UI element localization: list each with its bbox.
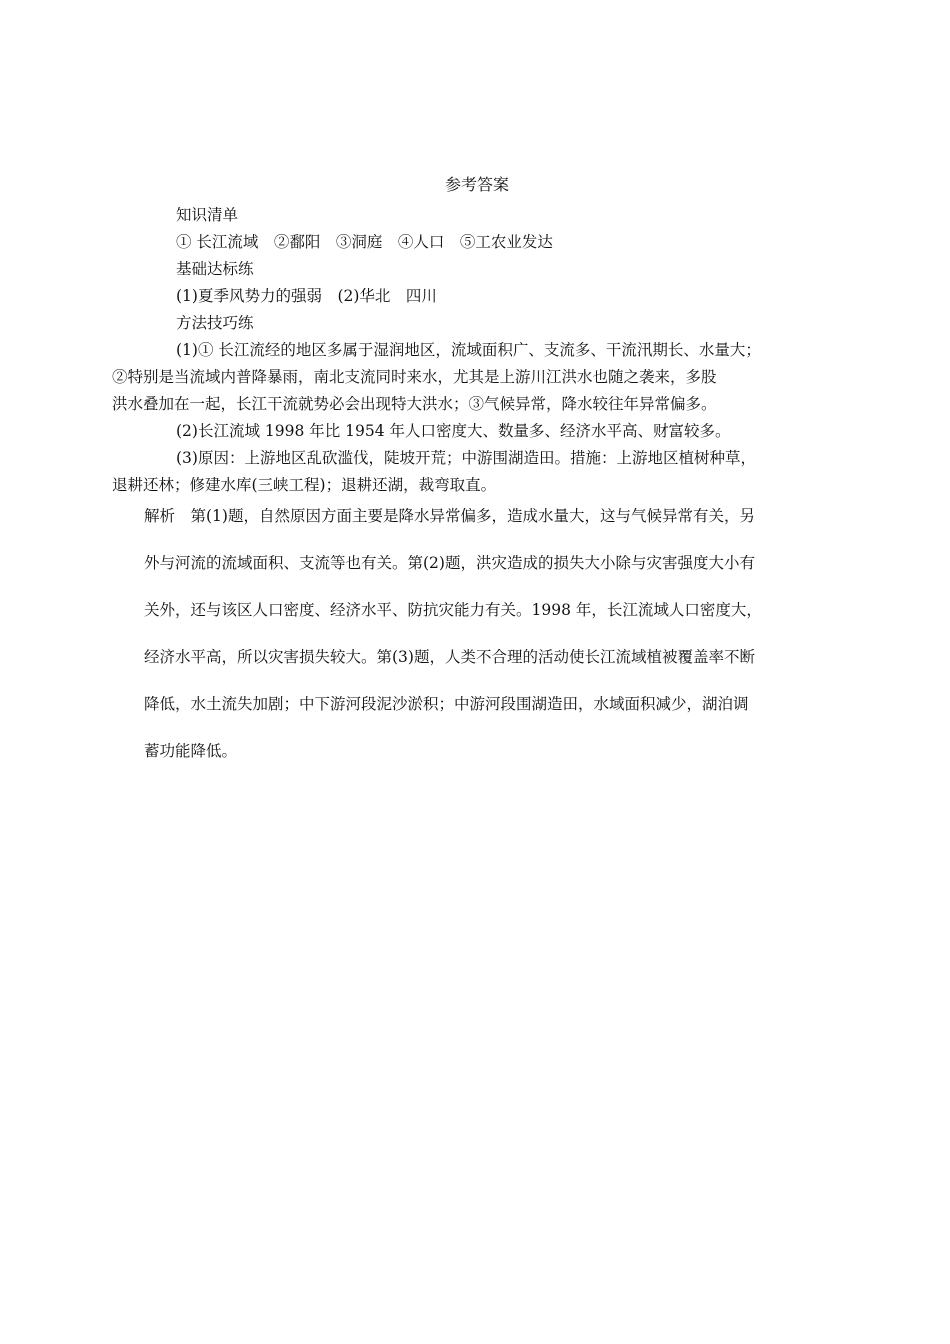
analysis-line: 解析 第(1)题，自然原因方面主要是降水异常偏多，造成水量大，这与气候异常有关，另	[144, 507, 755, 525]
method-answer-1-line: 洪水叠加在一起，长江干流就势必会出现特大洪水；③气候异常，降水较往年异常偏多。	[112, 395, 717, 413]
section-heading-knowledge: 知识清单	[176, 206, 239, 224]
analysis-line: 降低，水土流失加剧；中下游河段泥沙淤积；中游河段围湖造田，水域面积减少，湖泊调	[144, 695, 749, 713]
analysis-section	[144, 503, 810, 775]
method-answer-1	[112, 337, 810, 418]
section-heading-basic: 基础达标练	[176, 260, 254, 278]
method-answer-3	[112, 445, 810, 499]
section-heading-method: 方法技巧练	[176, 314, 254, 332]
method-answer-3-line: 退耕还林；修建水库(三峡工程)；退耕还湖，裁弯取直。	[112, 476, 497, 494]
knowledge-answers: ① 长江流域 ②鄱阳 ③洞庭 ④人口 ⑤工农业发达	[176, 233, 553, 251]
method-answer-1-line: (1)① 长江流经的地区多属于湿润地区，流域面积广、支流多、干流汛期长、水量大；	[176, 341, 761, 359]
method-answer-1-line: ②特别是当流域内普降暴雨，南北支流同时来水，尤其是上游川江洪水也随之袭来，多股	[112, 368, 717, 386]
method-answer-2-line: (2)长江流域 1998 年比 1954 年人口密度大、数量多、经济水平高、财富较多。	[176, 422, 731, 440]
basic-answers: (1)夏季风势力的强弱 (2)华北 四川	[176, 287, 437, 305]
analysis-line: 经济水平高，所以灾害损失较大。第(3)题，人类不合理的活动使长江流域植被覆盖率不断	[144, 648, 755, 666]
page-title: 参考答案	[444, 175, 509, 194]
method-answer-3-line: (3)原因：上游地区乱砍滥伐，陡坡开荒；中游围湖造田。措施：上游地区植树种草，	[176, 449, 756, 467]
analysis-line: 关外，还与该区人口密度、经济水平、防抗灾能力有关。1998 年，长江流域人口密度大，	[144, 601, 762, 619]
method-answer-2	[144, 418, 810, 445]
analysis-line: 外与河流的流域面积、支流等也有关。第(2)题，洪灾造成的损失大小除与灾害强度大小有	[144, 554, 755, 572]
answer-document	[112, 172, 810, 775]
analysis-line: 蓄功能降低。	[144, 742, 238, 760]
